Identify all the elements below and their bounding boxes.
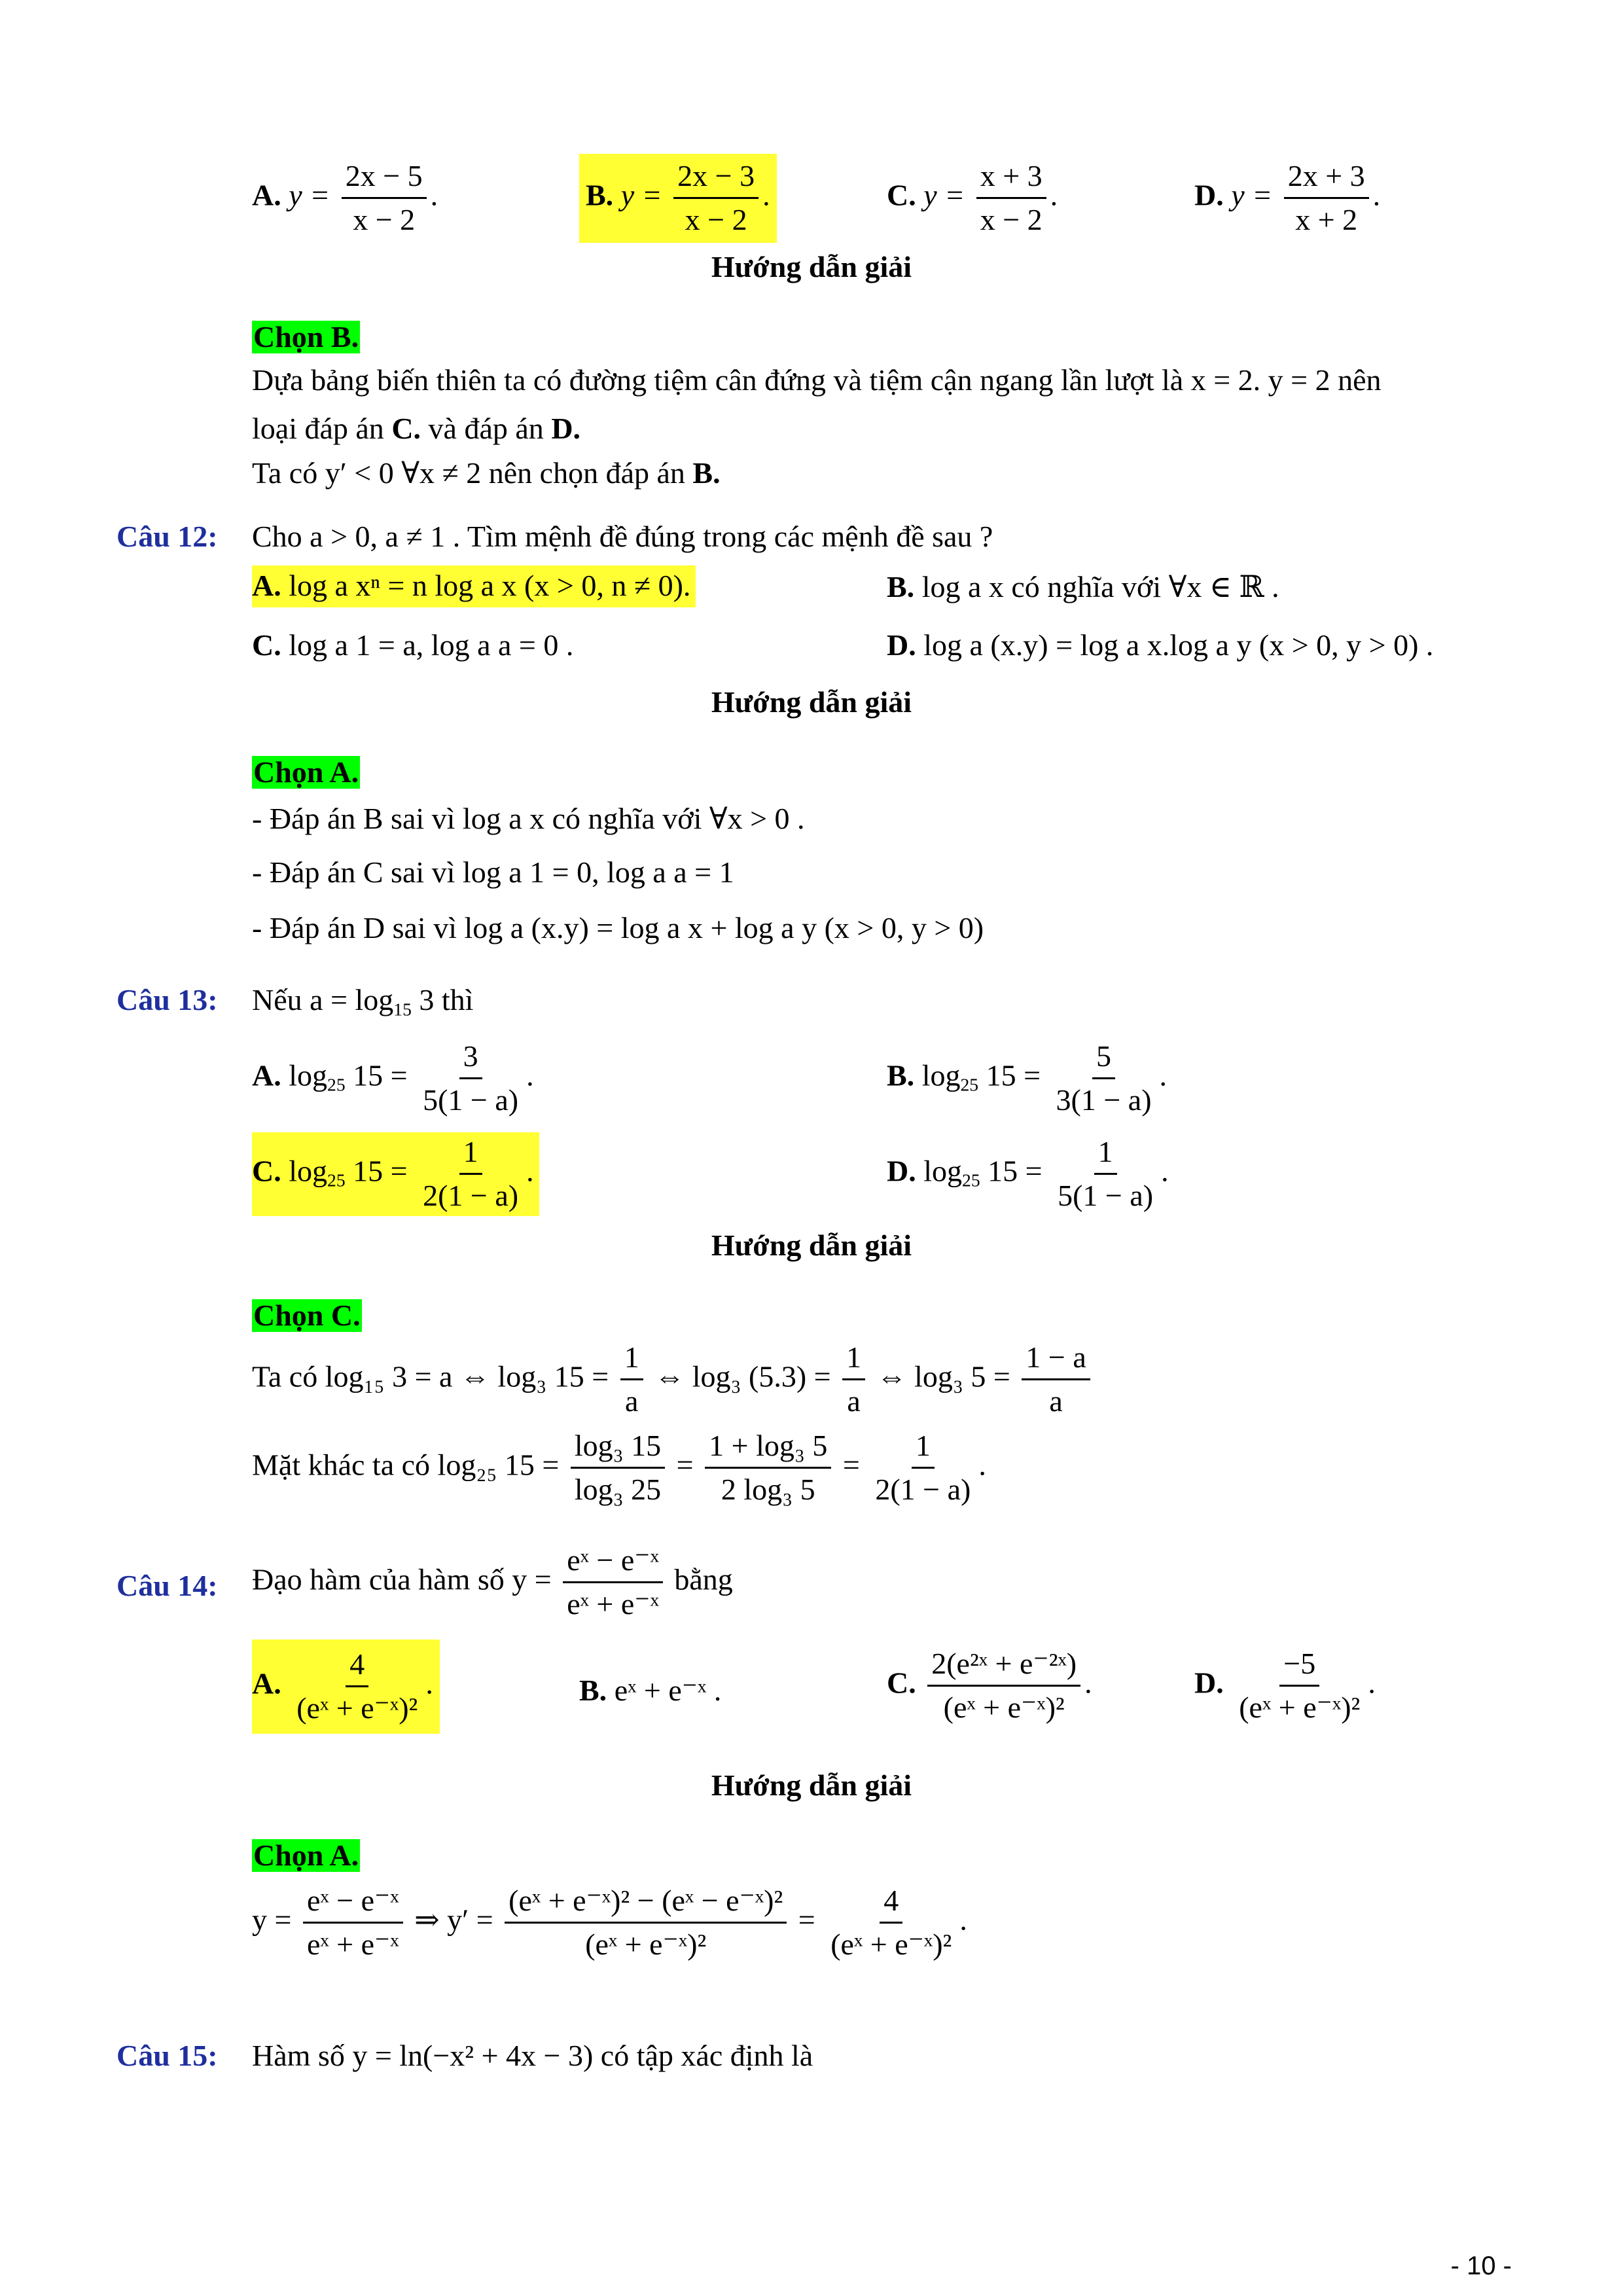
q13-option-b: B. $\log_{25} 15$ = $\frac{5}{3(1 - a)}$ . xyxy=(887,1039,1168,1117)
q12-chosen: Chọn A. xyxy=(253,755,359,789)
q12-option-b: B. log a x có nghĩa với ∀x ∈ ℝ . xyxy=(887,570,1279,603)
q14-label: Câu 14: xyxy=(116,1569,218,1602)
q13-guide-heading: Hướng dẫn giải xyxy=(711,1229,912,1262)
q11-solution-line-2: loại đáp án C. và đáp án D. xyxy=(252,412,581,445)
q14-option-a: A. $\frac{4}{\text{(eˣ + e⁻ˣ)²}}$ . xyxy=(252,1640,440,1734)
q12-option-a: A. log a xⁿ = n log a x (x > 0, n ≠ 0). xyxy=(252,565,696,607)
q14-option-b: B. eˣ + e⁻ˣ . xyxy=(579,1674,722,1707)
q11-chosen: Chọn B. xyxy=(253,320,359,353)
q12-solution-3: - Đáp án D sai vì log a (x.y) = log a x + log a y (x > 0, y > 0) xyxy=(252,911,984,944)
q13-stem: Nếu $a = \log_{15} 3$ thì xyxy=(252,983,474,1020)
q13-label: Câu 13: xyxy=(116,983,218,1016)
q11-solution-line-1: Dựa bảng biến thiên ta có đường tiệm cân đứng và tiệm cận ngang lần lượt là x = 2. y = 2 nên xyxy=(252,363,1382,397)
q13-chosen: Chọn C. xyxy=(253,1299,361,1332)
q13-solution-1: Ta có log₁₅ 3 = a ⇔ log₃ 15 = $\frac{1}{a}$ ⇔ log₃ (5.3) = $\frac{1}{a}$ ⇔ log₃ 5 = $\frac{1 - a}{a}$ xyxy=(252,1342,1094,1418)
q11-option-d: D. y = $\frac{2x + 3}{x + 2}$ . xyxy=(1194,159,1381,237)
q14-solution: y = $\frac{\text{eˣ − e⁻ˣ}}{\text{eˣ + e⁻ˣ}}$ ⇒ y′ = $\frac{\text{(eˣ + e⁻ˣ)² − (eˣ − e⁻ˣ)²}}{\text{(eˣ + e⁻ˣ)²}}$ = $\frac{4}{\text{(eˣ + e⁻ˣ)²}}$ . xyxy=(252,1884,967,1962)
q11-guide-heading: Hướng dẫn giải xyxy=(711,250,912,283)
q14-chosen: Chọn A. xyxy=(253,1839,359,1872)
q11-option-c: C. y = $\frac{x + 3}{x - 2}$ . xyxy=(887,159,1058,237)
q15-stem: Hàm số y = ln(−x² + 4x − 3) có tập xác định là xyxy=(252,2039,813,2072)
q12-stem: Cho a > 0, a ≠ 1 . Tìm mệnh đề đúng trong các mệnh đề sau ? xyxy=(252,520,993,553)
q11-option-b: B. y = $\frac{2x - 3}{x - 2}$ . xyxy=(579,154,777,243)
q13-option-c: C. $\log_{25} 15$ = $\frac{1}{2(1 - a)}$ . xyxy=(252,1132,539,1216)
page-number: - 10 - xyxy=(1450,2251,1512,2280)
q15-label: Câu 15: xyxy=(116,2039,218,2072)
q11-solution-line-3: Ta có y′ < 0 ∀x ≠ 2 nên chọn đáp án B. xyxy=(252,456,721,490)
q13-solution-2: Mặt khác ta có log₂₅ 15 = $\frac{\text{log₃ 15}}{\text{log₃ 25}}$ = $\frac{\text{1 + log₃ 5}}{\text{2 log₃ 5}}$ = $\frac{1}{2(1 - a)}$ . xyxy=(252,1429,986,1507)
q11-option-a: A. y = $\frac{2x - 5}{x - 2}$ . xyxy=(252,159,438,237)
q12-option-c: C. log a 1 = a, log a a = 0 . xyxy=(252,628,574,662)
q13-option-d: D. $\log_{25} 15$ = $\frac{1}{5(1 - a)}$ . xyxy=(887,1135,1169,1213)
q13-option-a: A. $\log_{25} 15$ = $\frac{3}{5(1 - a)}$ . xyxy=(252,1039,534,1117)
q12-label: Câu 12: xyxy=(116,520,218,553)
q12-solution-2: - Đáp án C sai vì log a 1 = 0, log a a = 1 xyxy=(252,855,734,889)
q14-stem: Đạo hàm của hàm số y = $\frac{\text{eˣ − e⁻ˣ}}{\text{eˣ + e⁻ˣ}}$ bằng xyxy=(252,1543,733,1621)
q12-option-d: D. log a (x.y) = log a x.log a y (x > 0, y > 0) . xyxy=(887,628,1434,662)
q14-guide-heading: Hướng dẫn giải xyxy=(711,1768,912,1802)
q12-guide-heading: Hướng dẫn giải xyxy=(711,685,912,719)
q12-solution-1: - Đáp án B sai vì log a x có nghĩa với ∀x > 0 . xyxy=(252,802,805,835)
q14-option-c: C. $\frac{\text{2(e²ˣ + e⁻²ˣ)}}{\text{(eˣ + e⁻ˣ)²}}$ . xyxy=(887,1647,1092,1725)
q14-option-d: D. $\frac{-5}{\text{(eˣ + e⁻ˣ)²}}$ . xyxy=(1194,1647,1376,1725)
